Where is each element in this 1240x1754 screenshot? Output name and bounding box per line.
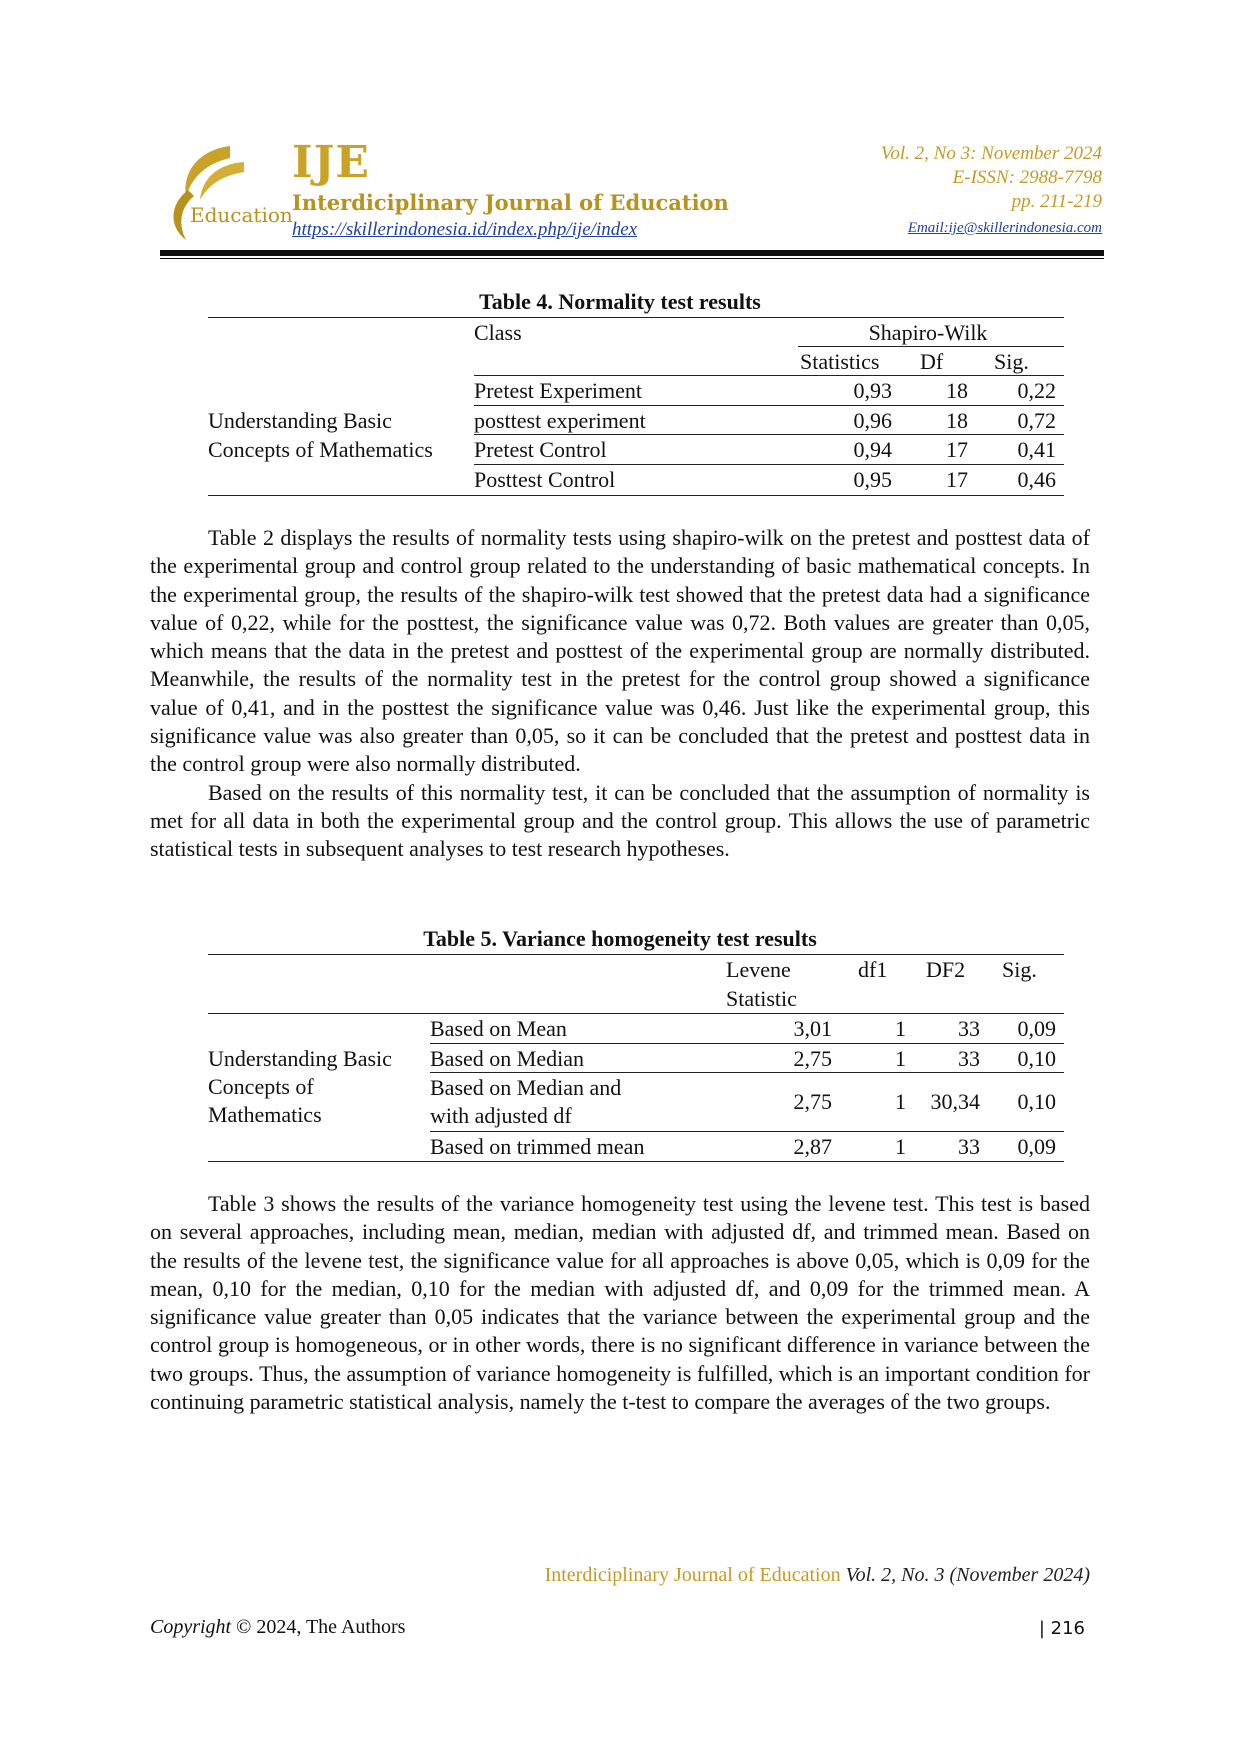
body-text-block-1 (150, 524, 1090, 864)
copyright-notice (150, 1616, 405, 1639)
table4-cell-class: Posttest Control (474, 467, 616, 492)
table5-cell-sig: 0,10 (1017, 1046, 1056, 1071)
table5-row-label: Concepts of (208, 1074, 314, 1099)
header-rule-thick (160, 250, 1104, 256)
table5-row-rule (430, 1043, 1064, 1044)
table4-header-rule (474, 375, 1064, 376)
table5-cell-levene: 2,75 (793, 1089, 832, 1114)
table4-cell-sig: 0,22 (1017, 378, 1056, 403)
copyright-holder: © 2024, The Authors (236, 1616, 406, 1638)
table4-cell-df: 18 (946, 408, 968, 433)
table5-cell-df1: 1 (895, 1016, 906, 1041)
copyright-word: Copyright (150, 1616, 232, 1638)
table4-cell-stat: 0,93 (853, 378, 892, 403)
table5-cell-df1: 1 (895, 1046, 906, 1071)
table5-header-levene: Levene (726, 957, 791, 982)
table4-cell-df: 18 (946, 378, 968, 403)
table5-cell-basis: Based on Median and (430, 1075, 622, 1100)
table5-top-rule (208, 954, 1064, 955)
table4-header-shapiro: Shapiro-Wilk (868, 320, 988, 345)
table4-row-rule (474, 464, 1064, 465)
footer-journal-name: Interdiciplinary Journal of Education (544, 1564, 841, 1586)
table4-row-rule (474, 405, 1064, 406)
table4-cell-sig: 0,46 (1017, 467, 1056, 492)
table5-caption: Table 5. Variance homogeneity test results (423, 926, 817, 951)
table5-row-rule (430, 1072, 1064, 1073)
table5-cell-df2: 30,34 (930, 1089, 980, 1114)
journal-brand (292, 137, 729, 242)
table4-top-rule (208, 317, 1064, 318)
table4-header-class: Class (474, 320, 522, 345)
table4-cell-sig: 0,72 (1017, 408, 1056, 433)
journal-email-link[interactable]: Email:ije@skillerindonesia.com (907, 220, 1102, 236)
page-number: | 216 (1038, 1618, 1085, 1639)
table4-header-statistics: Statistics (800, 349, 880, 374)
table5-bottom-rule (208, 1161, 1064, 1162)
table5-header-levene-sub: Statistic (726, 986, 797, 1011)
issue-meta (881, 142, 1102, 240)
table5-header-sig: Sig. (1002, 957, 1037, 982)
journal-abbreviation: IJE (292, 137, 370, 188)
table4-cell-sig: 0,41 (1017, 437, 1056, 462)
table4-cell-stat: 0,96 (853, 408, 892, 433)
table4-row-rule (474, 434, 1064, 435)
table5-header-df1: df1 (858, 957, 888, 982)
logo-wordmark: Education (190, 203, 293, 227)
table5-cell-sig: 0,10 (1017, 1089, 1056, 1114)
table4-group-rule (798, 346, 1064, 347)
table5-cell-sig: 0,09 (1017, 1134, 1056, 1159)
table5-cell-df1: 1 (895, 1089, 906, 1114)
table5-cell-basis: Based on Mean (430, 1016, 567, 1041)
table5-header-rule (208, 1013, 1064, 1014)
table5-cell-sig: 0,09 (1017, 1016, 1056, 1041)
table4-cell-df: 17 (946, 437, 968, 462)
footer-volume: Vol. 2, No. 3 (November 2024) (845, 1564, 1090, 1586)
journal-url-link[interactable]: https://skillerindonesia.id/index.php/ije/index (292, 219, 638, 240)
issue-volume: Vol. 2, No 3: November 2024 (880, 143, 1102, 164)
table4-caption: Table 4. Normality test results (479, 289, 761, 314)
table5-cell-df2: 33 (958, 1134, 980, 1159)
table5-row-label: Mathematics (208, 1102, 322, 1127)
footer-journal (545, 1564, 1090, 1587)
issue-pages: pp. 211-219 (1011, 191, 1102, 212)
header-rule-thin (160, 258, 1104, 259)
table4-cell-stat: 0,94 (853, 437, 892, 462)
table5-cell-levene: 3,01 (793, 1016, 832, 1041)
table5-cell-df1: 1 (895, 1134, 906, 1159)
table5-cell-df2: 33 (958, 1016, 980, 1041)
table4-row-label: Concepts of Mathematics (208, 437, 433, 462)
table5-header-df2: DF2 (926, 957, 966, 982)
table5-cell-df2: 33 (958, 1046, 980, 1071)
paragraph-table4-discussion: Table 2 displays the results of normality tests using shapiro-wilk on the pretest and posttest data of the experimental group and control group related to the understanding of basic mathematical concepts. In the experimental group, the results of the shapiro-wilk test showed that the pretest data had a significance value of 0,22, while for the posttest, the significance value was 0,72. Both values are greater than 0,05, which means that the data in the pretest and posttest of the experimental group are normally distributed. Meanwhile, the results of the normality test in the pretest for the control group showed a significance value of 0,41, and in the posttest the significance value was 0,46. Just like the experimental group, this significance value was also greater than 0,05, so it can be concluded that the pretest and posttest data in the control group were also normally distributed. (150, 525, 1090, 777)
table4-header-sig: Sig. (994, 349, 1029, 374)
table4-row-label: Understanding Basic (208, 408, 392, 433)
table4-header-df: Df (920, 349, 944, 374)
table4-bottom-rule (208, 495, 1064, 496)
table5-cell-levene: 2,87 (793, 1134, 832, 1159)
table5-row-label: Understanding Basic (208, 1046, 392, 1071)
table5-cell-levene: 2,75 (793, 1046, 832, 1071)
table5-cell-basis: Based on Median (430, 1046, 584, 1071)
issue-issn: E-ISSN: 2988-7798 (952, 167, 1102, 188)
paragraph-normality-conclusion: Based on the results of this normality test, it can be concluded that the assumption of normality is met for all data in both the experimental group and the control group. This allows the use of parametric statistical tests in subsequent analyses to test research hypotheses. (150, 779, 1090, 862)
journal-logo (160, 140, 293, 245)
table4-cell-stat: 0,95 (853, 467, 892, 492)
paragraph-table5-discussion: Table 3 shows the results of the variance homogeneity test using the levene test. This test is based on several approaches, including mean, median, median with adjusted df, and trimmed mean. Based on the results of the levene test, the significance value for all approaches is above 0,05, which is 0,09 for the mean, 0,10 for the median, 0,10 for the median with adjusted df, and 0,09 for the trimmed mean. A significance value greater than 0,05 indicates that the variance between the experimental group and the control group is homogeneous, or in other words, there is no significant difference in variance between the two groups. Thus, the assumption of variance homogeneity is fulfilled, which is an important condition for continuing parametric statistical analysis, namely the t-test to compare the averages of the two groups. (150, 1191, 1090, 1415)
table5-cell-basis-line2: with adjusted df (430, 1103, 572, 1128)
table4-cell-class: Pretest Control (474, 437, 607, 462)
table4-cell-class: Pretest Experiment (474, 378, 643, 403)
body-text-block-2 (150, 1190, 1090, 1416)
table4-cell-class: posttest experiment (474, 408, 646, 433)
journal-name: Interdiciplinary Journal of Education (292, 190, 729, 215)
table5-cell-basis: Based on trimmed mean (430, 1134, 645, 1159)
table5-row-rule (430, 1131, 1064, 1132)
table4-cell-df: 17 (946, 467, 968, 492)
